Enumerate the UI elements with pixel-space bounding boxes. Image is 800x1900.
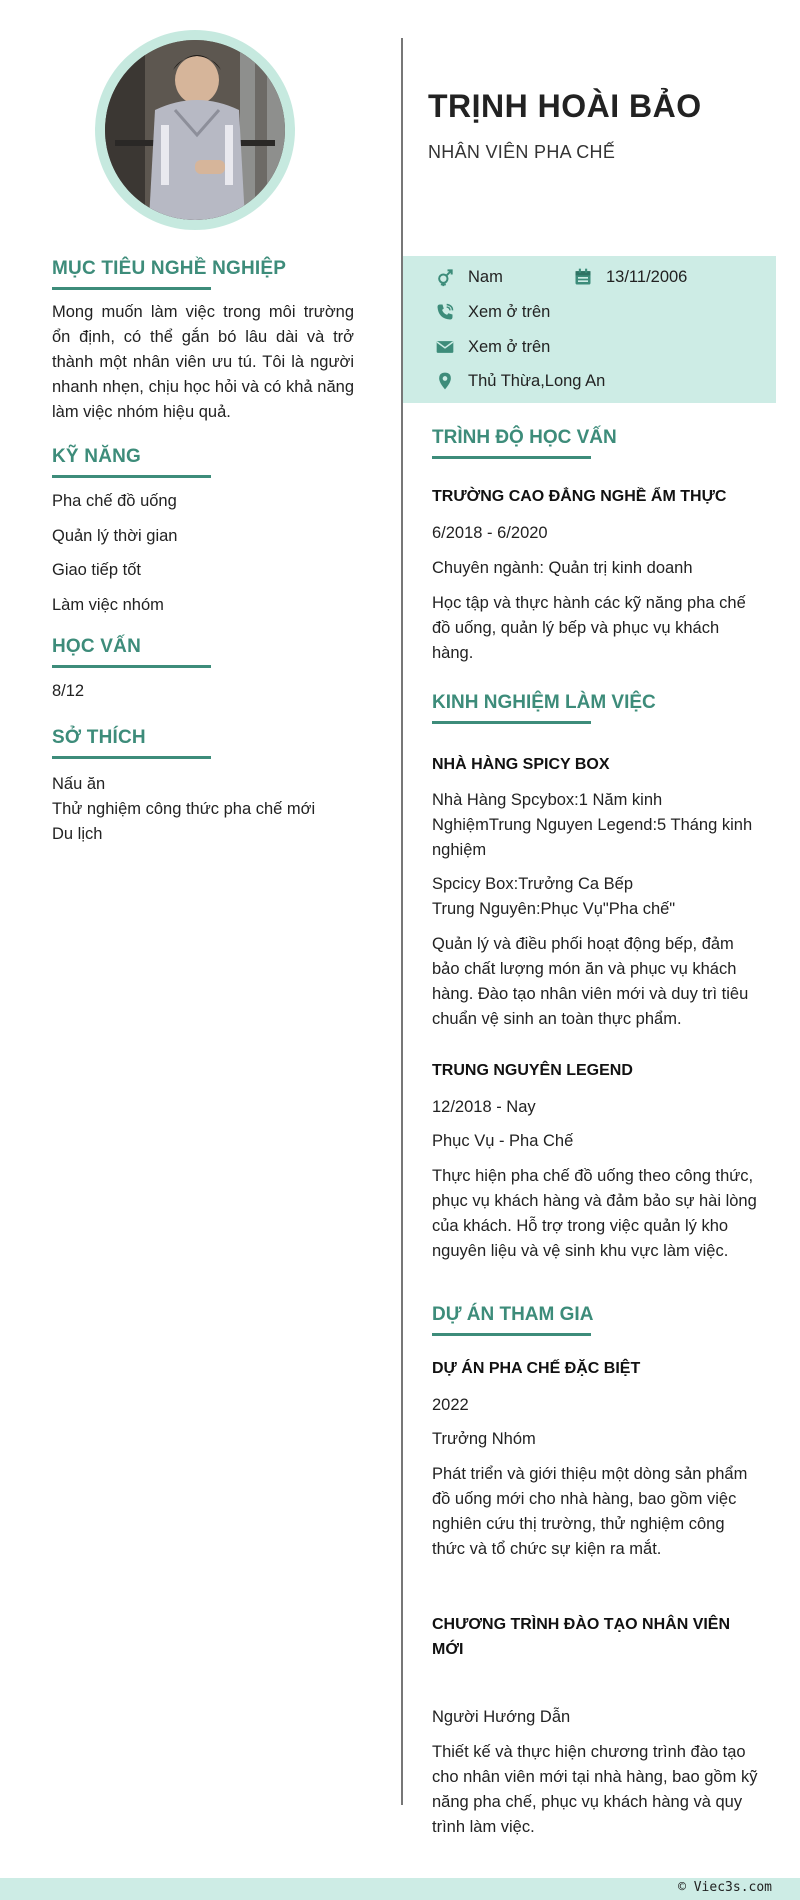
skills-section-title [52,446,141,468]
birthdate-value: 13/11/2006 [606,267,688,286]
project-name: DỰ ÁN PHA CHẾ ĐẶC BIỆT [432,1360,641,1377]
gender-value: Nam [468,267,503,286]
skill-item: Quản lý thời gian [52,527,178,545]
education-left-section-title [52,636,141,658]
location-pin-icon [434,370,456,392]
experience-title-text: KINH NGHIỆM LÀM VIỆC [432,692,656,713]
job-role-line: Spcicy Box:Trưởng Ca Bếp [432,875,633,893]
job-description: Thực hiện pha chế đồ uống theo công thức, phục vụ khách hàng và đảm bảo sự hài lòng của khách. Hỗ trợ trong việc quản lý kho nguyên liệu và vệ sinh khu vực làm việc. [432,1167,757,1260]
job-company: TRUNG NGUYÊN LEGEND [432,1062,633,1079]
job-description: Quản lý và điều phối hoạt động bếp, đảm bảo chất lượng món ăn và phục vụ khách hàng. Đào tạo nhân viên mới và duy trì tiêu chuẩn vệ sinh an toàn thực phẩm. [432,935,749,1028]
education-title-text: TRÌNH ĐỘ HỌC VẤN [432,427,617,448]
job-summary: Nhà Hàng Spcybox:1 Năm kinh NghiệmTrung Nguyen Legend:5 Tháng kinh nghiệm [432,791,753,859]
hobbies-title-underline [52,756,211,759]
birthdate-row [572,266,687,288]
project-name: CHƯƠNG TRÌNH ĐÀO TẠO NHÂN VIÊN MỚI [432,1616,731,1658]
address-value: Thủ Thừa,Long An [468,371,606,390]
calendar-icon [572,266,594,288]
hobby-item: Nấu ăn [52,775,106,793]
skills-title-text: KỸ NĂNG [52,446,142,467]
skill-item: Pha chế đồ uống [52,492,177,510]
skill-item: Làm việc nhóm [52,596,164,614]
project-role: Trưởng Nhóm [432,1430,536,1448]
project-description: Thiết kế và thực hiện chương trình đào tạo cho nhân viên mới tại nhà hàng, bao gồm kỹ năng pha chế, phục vụ khách hàng và quy trình làm việc. [432,1743,758,1836]
job-company: NHÀ HÀNG SPICY BOX [432,756,610,773]
project-role: Người Hướng Dẫn [432,1708,571,1726]
phone-row [434,301,550,323]
education-section-title [432,427,617,449]
hobby-item: Thử nghiệm công thức pha chế mới [52,800,316,818]
skill-item: Giao tiếp tốt [52,561,141,579]
objective-title-underline [52,287,211,290]
footer-watermark: © Viec3s.com [678,1880,772,1895]
experience-title-underline [432,721,591,724]
email-icon [434,336,456,358]
job-role-line: Trung Nguyên:Phục Vụ"Pha chế" [432,900,676,918]
hobbies-section-title [52,727,146,749]
hobbies-list [52,772,315,847]
job-role: Phục Vụ - Pha Chế [432,1132,574,1150]
projects-title-text: DỰ ÁN THAM GIA [432,1304,594,1325]
skills-title-underline [52,475,211,478]
education-level-value: 8/12 [52,682,85,700]
education-left-title-underline [52,665,211,668]
candidate-name: TRỊNH HOÀI BẢO [428,88,702,124]
job-period: 12/2018 - Nay [432,1098,536,1116]
avatar [105,40,285,220]
hobbies-title-text: SỞ THÍCH [52,727,146,748]
project-year: 2022 [432,1396,469,1414]
address-row [434,370,605,392]
hobby-item: Du lịch [52,825,103,843]
projects-title-underline [432,1333,591,1336]
gender-row [434,266,503,288]
project-description: Phát triển và giới thiệu một dòng sản phẩm đồ uống mới cho nhà hàng, bao gồm việc nghiên cứu thị trường, thử nghiệm công thức và tổ chức sự kiện ra mắt. [432,1465,748,1558]
phone-value: Xem ở trên [468,302,551,321]
education-description: Học tập và thực hành các kỹ năng pha chế đồ uống, quản lý bếp và phục vụ khách hàng. [432,594,746,662]
objective-text: Mong muốn làm việc trong môi trường ổn định, có thể gắn bó lâu dài và trở thành một nhân viên ưu tú. Tôi là người nhanh nhẹn, chịu học hỏi và có khả năng làm việc nhóm hiệu quả. [52,303,354,421]
projects-section-title [432,1304,593,1326]
footer-bar [0,1878,800,1900]
gender-icon [434,266,456,288]
email-row [434,336,550,358]
school-name: TRƯỜNG CAO ĐẲNG NGHỀ ẨM THỰC [432,488,727,505]
phone-icon [434,301,456,323]
education-period: 6/2018 - 6/2020 [432,524,548,542]
job-title: NHÂN VIÊN PHA CHẾ [428,142,616,162]
education-title-underline [432,456,591,459]
objective-section-title [52,258,286,280]
avatar-ring [95,30,295,230]
education-left-title-text: HỌC VẤN [52,636,142,657]
objective-title-text: MỤC TIÊU NGHỀ NGHIỆP [52,258,287,279]
email-value: Xem ở trên [468,337,551,356]
experience-section-title [432,692,656,714]
education-major: Chuyên ngành: Quản trị kinh doanh [432,559,693,577]
